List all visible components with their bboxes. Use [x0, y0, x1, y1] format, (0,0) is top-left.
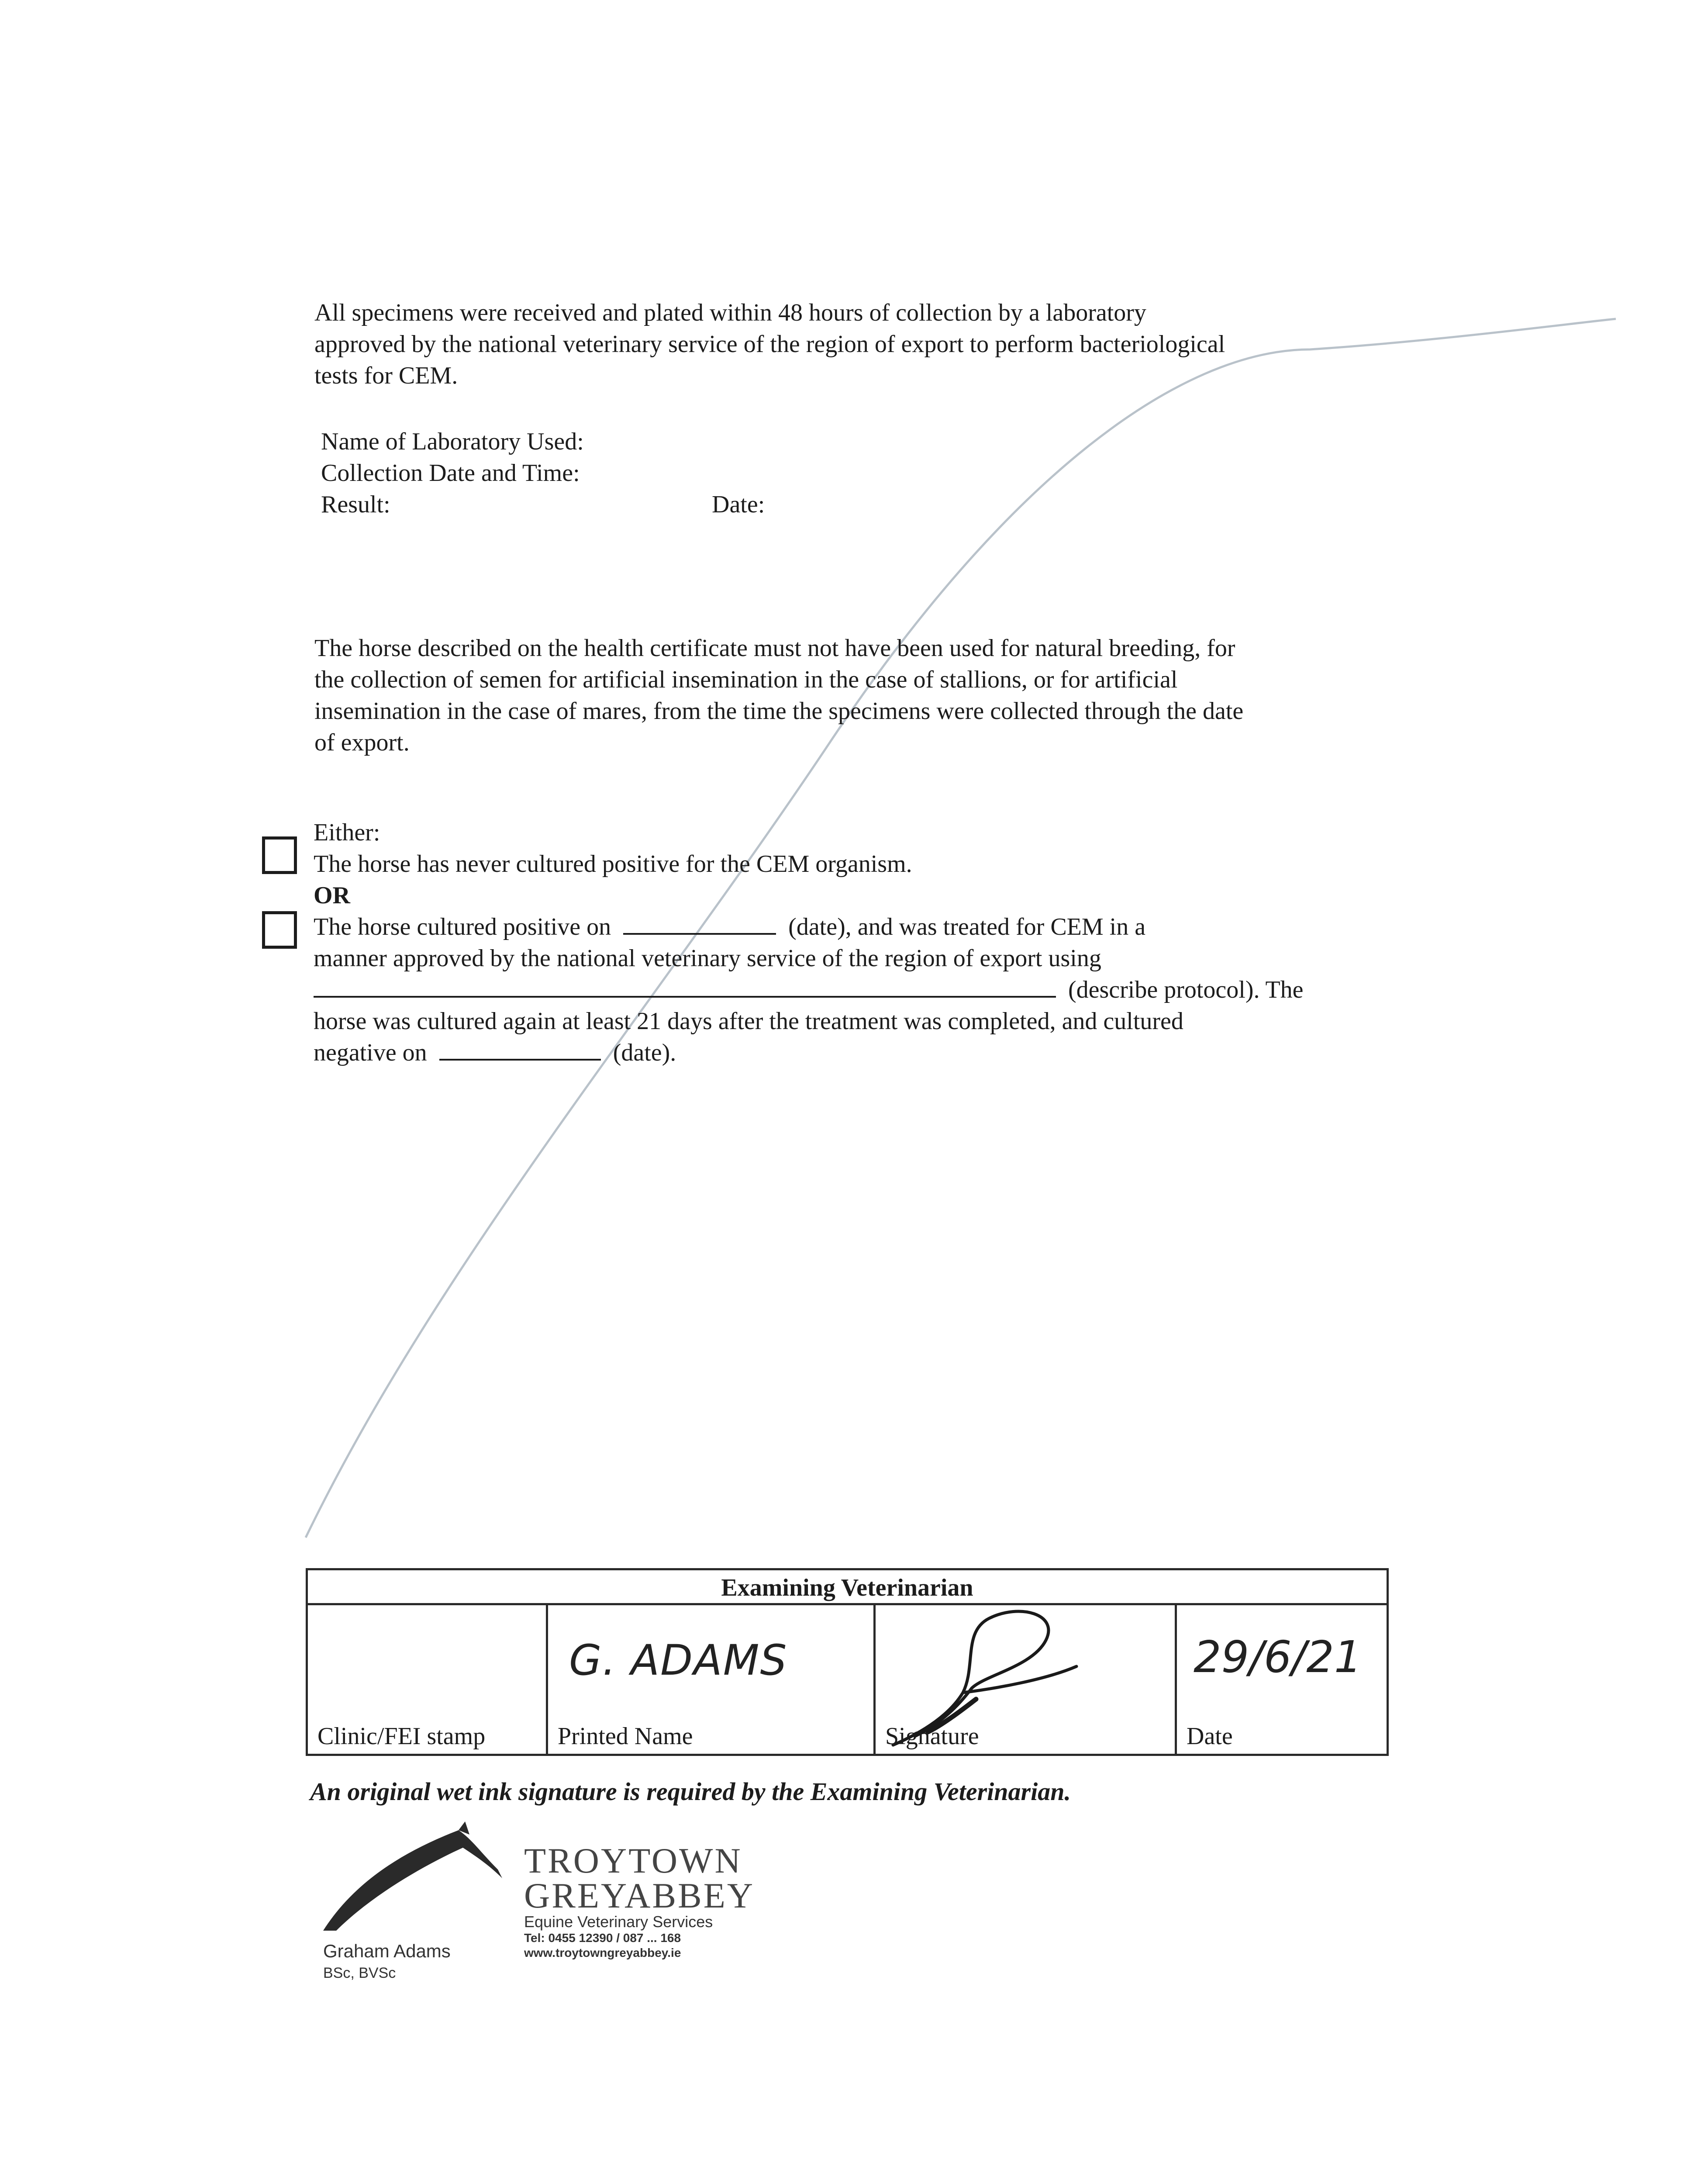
positive-date-field[interactable]	[623, 911, 776, 935]
clinic-brand-line-1: TROYTOWN	[524, 1841, 742, 1880]
option-never-positive-checkbox[interactable]	[262, 836, 297, 874]
wet-ink-note: An original wet ink signature is required by the Examining Veterinarian.	[310, 1777, 1071, 1806]
breeding-paragraph	[314, 632, 1384, 758]
examining-veterinarian-table	[306, 1568, 1389, 1756]
date-handwriting: 29/6/21	[1194, 1631, 1362, 1683]
intro-line-2: approved by the national veterinary service of the region of export to perform bacteriological	[314, 331, 1225, 358]
signature-label: Signature	[885, 1723, 979, 1750]
option-cultured-positive-checkbox[interactable]	[262, 911, 297, 949]
date-cell-label: Date	[1187, 1723, 1233, 1750]
collection-label: Collection Date and Time:	[321, 460, 580, 487]
option-cultured-positive-line-3	[314, 974, 1304, 1006]
printed-name-label: Printed Name	[558, 1723, 693, 1750]
either-label: Either:	[314, 819, 380, 846]
breeding-line-2: the collection of semen for artificial insemination in the case of stallions, or for artificial	[314, 666, 1178, 693]
option2-line-4: horse was cultured again at least 21 days after the treatment was completed, and cultured	[314, 1008, 1183, 1035]
clinic-logo-text	[524, 1843, 755, 1960]
vet-stamp-qualifications: BSc, BVSc	[323, 1965, 396, 1981]
option2-line5-head: negative on	[314, 1039, 427, 1066]
intro-line-3: tests for CEM.	[314, 362, 458, 389]
option2-line5-tail: (date).	[613, 1039, 676, 1066]
breeding-line-4: of export.	[314, 729, 410, 756]
result-label: Result:	[321, 491, 390, 518]
or-label: OR	[314, 882, 350, 909]
date-label: Date:	[712, 491, 765, 518]
vet-stamp-name: Graham Adams	[323, 1941, 451, 1961]
breeding-line-1: The horse described on the health certificate must not have been used for natural breeding, for	[314, 635, 1235, 662]
clinic-stamp-cell[interactable]	[308, 1605, 548, 1754]
vet-table-header: Examining Veterinarian	[308, 1570, 1387, 1605]
clinic-phone: Tel: 0455 12390 / 087 ... 168	[524, 1931, 681, 1945]
signature-cell[interactable]	[876, 1605, 1177, 1754]
option2-line3-tail: (describe protocol). The	[1068, 976, 1304, 1003]
option-cultured-positive-line-1	[314, 911, 1145, 943]
intro-line-1: All specimens were received and plated within 48 hours of collection by a laboratory	[314, 299, 1146, 326]
option-cultured-positive-line-5	[314, 1037, 676, 1068]
negative-date-field[interactable]	[439, 1037, 601, 1061]
printed-name-cell[interactable]	[548, 1605, 876, 1754]
lab-name-label: Name of Laboratory Used:	[321, 428, 584, 455]
horse-head-logo-icon	[314, 1813, 524, 1939]
option2-part1: The horse cultured positive on	[314, 913, 611, 940]
vet-stamp-name-block	[323, 1940, 451, 1984]
printed-name-handwriting: G. ADAMS	[569, 1636, 788, 1685]
option-never-positive-text: The horse has never cultured positive for the CEM organism.	[314, 850, 912, 878]
option2-part2: (date), and was treated for CEM in a	[788, 913, 1146, 940]
clinic-stamp-label: Clinic/FEI stamp	[317, 1723, 486, 1750]
clinic-brand-line-2: GREYABBEY	[524, 1876, 755, 1915]
option2-line-2: manner approved by the national veterinary service of the region of export using	[314, 945, 1101, 972]
breeding-line-3: insemination in the case of mares, from the time the specimens were collected through the date	[314, 698, 1244, 725]
clinic-website: www.troytowngreyabbey.ie	[524, 1946, 681, 1959]
clinic-service: Equine Veterinary Services	[524, 1913, 713, 1931]
protocol-field[interactable]	[314, 974, 1056, 998]
specimen-intro-paragraph	[314, 297, 1363, 391]
date-cell[interactable]	[1177, 1605, 1387, 1754]
